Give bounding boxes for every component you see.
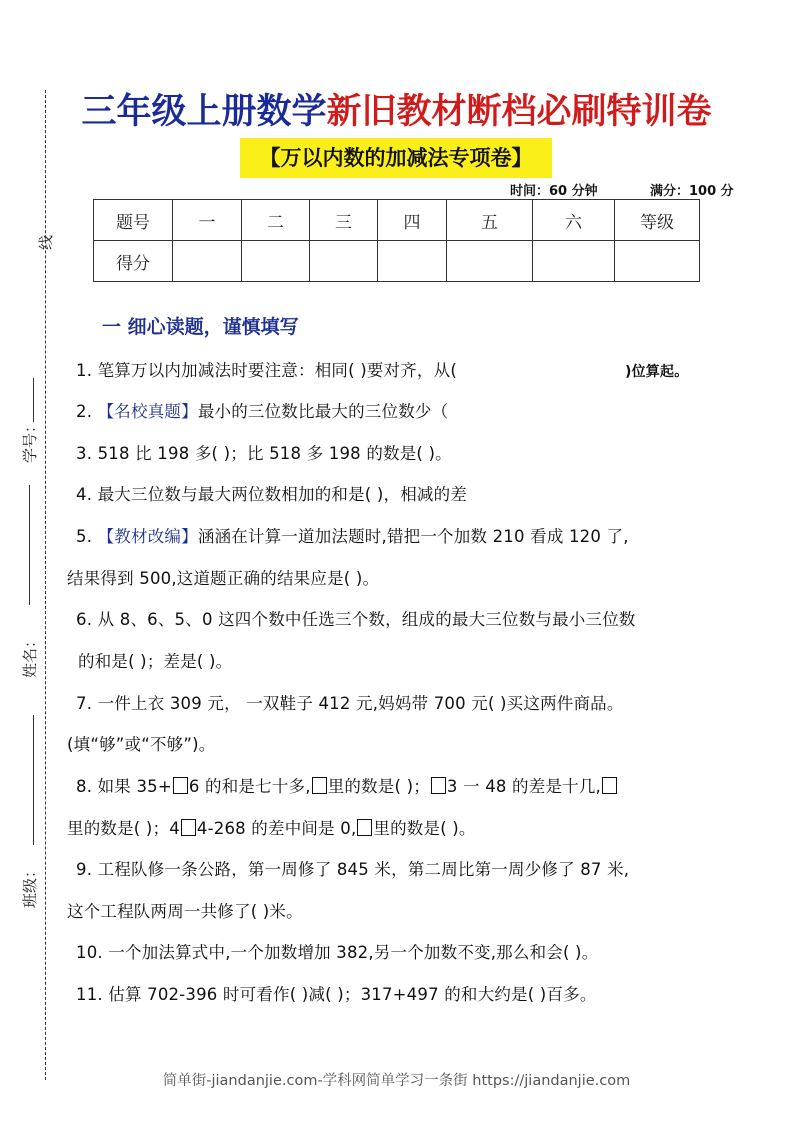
name-rule xyxy=(29,485,30,605)
question-7 xyxy=(76,690,624,714)
question-text: 最小的三位数比最大的三位数少（ xyxy=(197,402,449,421)
question-1 xyxy=(76,357,457,381)
score-cell-4[interactable] xyxy=(378,241,447,282)
score-cell-5[interactable] xyxy=(447,241,533,282)
score-table-score-row xyxy=(94,241,700,282)
margin-name-label: 姓名： xyxy=(21,632,40,679)
blank-box xyxy=(357,819,372,836)
score-cell-1[interactable] xyxy=(173,241,242,282)
question-text-g: 里的数是( )。 xyxy=(373,819,476,838)
question-text: 最大三位数与最大两位数相加的和是( )，相减的差 xyxy=(97,485,468,504)
header-cell-3: 三 xyxy=(310,200,378,241)
question-text: 从 8、6、5、0 这四个数中任选三个数，组成的最大三位数与最小三位数 xyxy=(97,610,636,629)
blank-box xyxy=(602,777,617,794)
question-9 xyxy=(76,856,629,880)
margin-student-id-label: 学号： xyxy=(21,417,40,464)
question-text-d: 3 一 48 的差是十几, xyxy=(446,777,601,796)
question-text-f: 4-268 的差中间是 0, xyxy=(196,819,357,838)
question-text: 估算 702-396 时可看作( )减( )；317+497 的和大约是( )百多。 xyxy=(108,985,597,1004)
question-text: 涵涵在计算一道加法题时,错把一个加数 210 看成 120 了, xyxy=(197,527,629,546)
blank-box xyxy=(431,777,446,794)
header-cell-5: 五 xyxy=(447,200,533,241)
header-cell-4: 四 xyxy=(378,200,447,241)
margin-class-label: 班级： xyxy=(21,862,40,909)
question-text: 518 比 198 多( )；比 518 多 198 的数是( )。 xyxy=(97,444,452,463)
score-table-header-row xyxy=(94,200,700,241)
page-title xyxy=(0,84,793,134)
blank-box xyxy=(181,819,196,836)
question-number: 8. xyxy=(76,777,93,796)
question-7-line-2: (填“够”或“不够”)。 xyxy=(67,735,216,754)
score-cell-3[interactable] xyxy=(310,241,378,282)
question-tag: 【名校真题】 xyxy=(97,402,198,421)
title-series: 新旧教材断档必刷特训卷 xyxy=(326,92,712,132)
score-table xyxy=(93,199,700,282)
question-4 xyxy=(76,481,467,505)
score-row-label: 得分 xyxy=(94,241,173,282)
header-cell-6: 六 xyxy=(533,200,615,241)
header-cell-question-no: 题号 xyxy=(94,200,173,241)
header-cell-grade: 等级 xyxy=(615,200,700,241)
question-8 xyxy=(76,773,618,797)
student-id-rule xyxy=(33,378,34,422)
question-text-a: 如果 35+ xyxy=(97,777,172,796)
subtitle-banner: 【万以内数的加减法专项卷】 xyxy=(240,138,552,178)
exam-time: 时间：60 分钟 xyxy=(510,184,598,199)
question-text: 工程队修一条公路，第一周修了 845 米，第二周比第一周少修了 87 米, xyxy=(97,860,630,879)
question-11 xyxy=(76,981,597,1005)
question-10 xyxy=(76,939,598,963)
header-cell-2: 二 xyxy=(242,200,310,241)
question-5-line-2: 结果得到 500,这道题正确的结果应是( )。 xyxy=(67,569,380,588)
question-number: 11. xyxy=(76,985,103,1004)
question-text: 笔算万以内加减法时要注意：相同( )要对齐，从( xyxy=(97,361,457,380)
full-score: 满分：100 分 xyxy=(650,184,734,199)
section-heading: 一 细心读题，谨慎填写 xyxy=(102,316,299,338)
question-number: 10. xyxy=(76,943,103,962)
question-3 xyxy=(76,440,452,464)
question-number: 5. xyxy=(76,527,93,546)
footer-watermark: 简单街-jiandanjie.com-学科网简单学习一条街 https://jiandanjie.com xyxy=(162,1073,631,1089)
question-number: 2. xyxy=(76,402,93,421)
question-text-b: 6 的和是七十多, xyxy=(188,777,311,796)
question-text: 一件上衣 309 元， 一双鞋子 412 元,妈妈带 700 元( )买这两件商品。 xyxy=(97,694,624,713)
question-9-line-2: 这个工程队两周一共修了( )米。 xyxy=(67,902,303,921)
score-cell-2[interactable] xyxy=(242,241,310,282)
score-cell-6[interactable] xyxy=(533,241,615,282)
class-rule xyxy=(33,715,34,845)
question-5 xyxy=(76,523,629,547)
question-2 xyxy=(76,398,448,422)
question-number: 6. xyxy=(76,610,93,629)
header-cell-1: 一 xyxy=(173,200,242,241)
question-8-line-2 xyxy=(67,815,476,839)
question-6 xyxy=(76,606,636,630)
question-6-line-2: 的和是( )；差是( )。 xyxy=(78,652,233,671)
margin-line-label: 线 xyxy=(37,234,56,251)
question-number: 1. xyxy=(76,361,93,380)
question-number: 7. xyxy=(76,694,93,713)
score-cell-grade[interactable] xyxy=(615,241,700,282)
question-text-e: 里的数是( )；4 xyxy=(67,819,180,838)
blank-box xyxy=(312,777,327,794)
question-tag: 【教材改编】 xyxy=(97,527,198,546)
question-number: 4. xyxy=(76,485,93,504)
question-text-c: 里的数是( )； xyxy=(327,777,430,796)
question-number: 9. xyxy=(76,860,93,879)
title-grade-subject: 三年级上册数学 xyxy=(81,92,327,132)
question-number: 3. xyxy=(76,444,93,463)
question-1-tail: )位算起。 xyxy=(625,364,689,380)
blank-box xyxy=(173,777,188,794)
question-text: 一个加法算式中,一个加数增加 382,另一个加数不变,那么和会( )。 xyxy=(108,943,599,962)
